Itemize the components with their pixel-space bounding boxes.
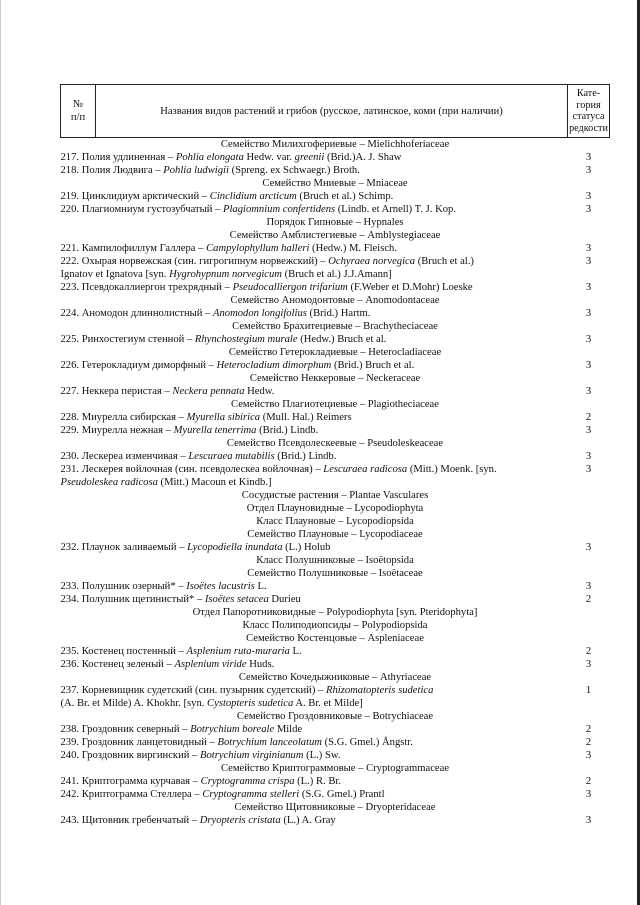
species-name xyxy=(61,385,568,398)
species-variety-authority: (Brid.)A. J. Shaw xyxy=(326,152,402,163)
species-table xyxy=(60,84,610,827)
rarity-category: 3 xyxy=(585,282,592,293)
species-name xyxy=(61,788,568,801)
species-number: 225. xyxy=(60,334,80,345)
species-latin-name: Lescuraea mutabilis xyxy=(188,451,275,462)
species-latin-name: Botrychium lanceolatum xyxy=(217,737,322,748)
rarity-category: 2 xyxy=(585,594,592,605)
species-latin-name: Cryptogramma crispa xyxy=(200,776,295,787)
species-synonym-authority: A. Br. et Milde] xyxy=(295,698,363,709)
species-row xyxy=(61,151,610,164)
species-name xyxy=(61,749,568,762)
species-name xyxy=(61,255,568,281)
species-latin-name: Botrychium boreale xyxy=(190,724,275,735)
species-number: 235. xyxy=(60,646,80,657)
header-category xyxy=(568,85,610,138)
species-name xyxy=(61,658,568,671)
species-number: 236. xyxy=(60,659,80,670)
species-name xyxy=(61,463,568,489)
species-russian-name: Гроздовник виргинский – xyxy=(81,750,198,761)
species-russian-name: Полушник озерный* – xyxy=(81,581,184,592)
scan-edge-left xyxy=(0,0,1,905)
taxon-heading: Семейство Полушниковые – Isoëtaceae xyxy=(247,568,423,579)
rarity-category: 3 xyxy=(585,750,592,761)
taxon-heading-row xyxy=(61,489,610,502)
taxon-heading: Семейство Костенцовые – Aspleniaceae xyxy=(246,633,424,644)
species-row xyxy=(61,580,610,593)
species-latin-name: Neckera pennata xyxy=(172,386,245,397)
species-name xyxy=(61,151,568,164)
species-row xyxy=(61,749,610,762)
rarity-category: 3 xyxy=(585,243,592,254)
species-authority: (Brid.) Lindb. xyxy=(259,425,319,436)
species-latin-name: Ochyraea norvegica xyxy=(328,256,416,267)
species-number: 243. xyxy=(60,815,80,826)
rarity-category: 3 xyxy=(585,386,592,397)
rarity-category: 3 xyxy=(585,256,592,267)
species-authority: Huds. xyxy=(249,659,275,670)
rarity-category: 1 xyxy=(585,685,592,696)
species-authority: (Brid.) Hartm. xyxy=(309,308,371,319)
species-latin-name: Plagiomnium confertidens xyxy=(223,204,336,215)
species-name xyxy=(61,307,568,320)
species-russian-name: Корневищник судетский (син. пузырник судетский) – xyxy=(81,685,324,696)
species-russian-name: Плагиомниум густозубчатый – xyxy=(81,204,221,215)
taxon-heading-row xyxy=(61,372,610,385)
species-name xyxy=(61,190,568,203)
header-name: Названия видов растений и грибов (русское, латинское, коми (при наличии) xyxy=(96,85,568,138)
species-russian-name: Лескереа изменчивая – xyxy=(81,451,186,462)
species-name xyxy=(61,645,568,658)
species-authority: (L.) R. Br. xyxy=(297,776,341,787)
species-russian-name: Костенец постенный – xyxy=(81,646,184,657)
species-row xyxy=(61,255,610,281)
rarity-category: 2 xyxy=(585,646,592,657)
taxon-heading-row xyxy=(61,515,610,528)
header-category-line: статуса xyxy=(572,111,605,122)
taxon-heading: Семейство Амблистегиевые – Amblystegiaceae xyxy=(229,230,441,241)
species-russian-name: Криптограмма курчавая – xyxy=(81,776,198,787)
species-row xyxy=(61,164,610,177)
species-latin-name: Asplenium ruta-muraria xyxy=(186,646,290,657)
taxon-heading: Семейство Щитовниковые – Dryopteridaceae xyxy=(234,802,436,813)
species-russian-name: Неккера перистая – xyxy=(81,386,170,397)
species-name xyxy=(61,164,568,177)
species-number: 220. xyxy=(60,204,80,215)
species-russian-name: Ринхостегиум стенной – xyxy=(81,334,193,345)
taxon-heading: Семейство Плауновые – Lycopodiaceae xyxy=(247,529,423,540)
species-name xyxy=(61,736,568,749)
species-row xyxy=(61,281,610,294)
species-row xyxy=(61,203,610,216)
species-russian-name: Полия удлиненная – xyxy=(81,152,174,163)
species-russian-name: Псевдокаллиергон трехрядный – xyxy=(81,282,230,293)
rarity-category: 3 xyxy=(585,165,592,176)
species-russian-name: Миурелла нежная – xyxy=(81,425,171,436)
species-number: 230. xyxy=(60,451,80,462)
taxon-heading-row xyxy=(61,229,610,242)
taxon-heading-row xyxy=(61,398,610,411)
species-name xyxy=(61,424,568,437)
species-number: 232. xyxy=(60,542,80,553)
taxon-heading-row xyxy=(61,567,610,580)
species-row xyxy=(61,424,610,437)
species-number: 234. xyxy=(60,594,80,605)
species-row xyxy=(61,814,610,827)
species-authority: L. xyxy=(292,646,302,657)
species-authority: Hedw. xyxy=(247,386,275,397)
header-category-line: редкости xyxy=(569,122,608,134)
species-number: 233. xyxy=(60,581,80,592)
species-name xyxy=(61,333,568,346)
species-authority: (L.) Holub xyxy=(285,542,331,553)
taxon-heading-row xyxy=(61,554,610,567)
header-category-line: Кате- xyxy=(576,88,601,99)
species-name xyxy=(61,541,568,554)
species-name xyxy=(61,723,568,736)
rarity-category: 2 xyxy=(585,776,592,787)
species-latin-name: Myurella sibirica xyxy=(186,412,261,423)
species-authority: (Bruch et al.) xyxy=(417,256,474,267)
species-authority: (Hedw.) Bruch et al. xyxy=(300,334,387,345)
taxon-heading: Семейство Мниевые – Mniaceae xyxy=(262,178,408,189)
species-number: 226. xyxy=(60,360,80,371)
species-latin-name: Dryopteris cristata xyxy=(199,815,281,826)
taxon-heading-row xyxy=(61,710,610,723)
taxon-heading: Класс Полушниковые – Isoëtopsida xyxy=(256,555,414,566)
species-row xyxy=(61,723,610,736)
taxon-heading: Семейство Кочедыжниковые – Athyriaceae xyxy=(238,672,432,683)
species-synonym-latin: Hygrohypnum norvegicum xyxy=(169,269,282,280)
taxon-heading-row xyxy=(61,762,610,775)
rarity-category: 3 xyxy=(585,334,592,345)
taxon-heading: Семейство Псевдолескеевые – Pseudoleskeaceae xyxy=(226,438,444,449)
rarity-category: 2 xyxy=(585,724,592,735)
species-name xyxy=(61,450,568,463)
species-row xyxy=(61,307,610,320)
species-russian-name: Миурелла сибирская – xyxy=(81,412,184,423)
species-latin-name: Cinclidium arcticum xyxy=(209,191,297,202)
species-row xyxy=(61,541,610,554)
species-row xyxy=(61,242,610,255)
species-row xyxy=(61,385,610,398)
species-latin-name: Heterocladium dimorphum xyxy=(216,360,332,371)
species-latin-name: Myurella tenerrima xyxy=(173,425,257,436)
species-latin-name: Isoëtes setacea xyxy=(204,594,269,605)
taxon-heading: Семейство Аномодонтовые – Anomodontaceae xyxy=(230,295,440,306)
taxon-heading-row xyxy=(61,502,610,515)
taxon-heading-row xyxy=(61,294,610,307)
species-name xyxy=(61,593,568,606)
taxon-heading: Семейство Неккеровые – Neckeraceae xyxy=(249,373,421,384)
species-russian-name: Лескерея войлочная (син. псевдолескеа войлочная) – xyxy=(81,464,321,475)
species-number: 227. xyxy=(60,386,80,397)
species-row xyxy=(61,775,610,788)
species-row xyxy=(61,684,610,710)
species-name xyxy=(61,775,568,788)
species-authority: (S.G. Gmel.) Prantl xyxy=(301,789,385,800)
species-number: 223. xyxy=(60,282,80,293)
taxon-heading: Семейство Плагиотециевые – Plagiotheciaceae xyxy=(231,399,439,410)
taxon-heading: Семейство Милихгофериевые – Mielichhoferiaceae xyxy=(220,139,450,150)
taxon-heading: Класс Полиподиопсиды – Polypodiopsida xyxy=(242,620,428,631)
species-number: 241. xyxy=(60,776,80,787)
rarity-category: 3 xyxy=(585,815,592,826)
species-latin-name: Rhynchostegium murale xyxy=(194,334,298,345)
species-name xyxy=(61,580,568,593)
species-number: 242. xyxy=(60,789,80,800)
species-row xyxy=(61,645,610,658)
species-russian-name: Плаунок заливаемый – xyxy=(81,542,185,553)
species-row xyxy=(61,359,610,372)
species-authority: L. xyxy=(257,581,267,592)
species-number: 222. xyxy=(60,256,80,267)
taxon-heading: Семейство Брахитециевые – Brachytheciaceae xyxy=(232,321,438,332)
rarity-category: 3 xyxy=(585,204,592,215)
species-number: 240. xyxy=(60,750,80,761)
species-number: 221. xyxy=(60,243,80,254)
species-name xyxy=(61,359,568,372)
species-row xyxy=(61,463,610,489)
species-authority: (Hedw.) M. Fleisch. xyxy=(312,243,397,254)
species-latin-name: Botrychium virginianum xyxy=(200,750,304,761)
taxon-heading-row xyxy=(61,320,610,333)
species-number: 219. xyxy=(60,191,80,202)
taxon-heading: Порядок Гипновые – Hypnales xyxy=(266,217,404,228)
species-latin-name: Isoëtes lacustris xyxy=(186,581,255,592)
species-number: 218. xyxy=(60,165,80,176)
species-number: 231. xyxy=(60,464,80,475)
table-header-row xyxy=(61,85,610,138)
rarity-category: 3 xyxy=(585,308,592,319)
taxon-heading: Семейство Криптограммовые – Cryptogrammaceae xyxy=(220,763,450,774)
species-name xyxy=(61,684,568,710)
species-latin-name: Rhizomatopteris sudetica xyxy=(325,685,434,696)
rarity-category: 3 xyxy=(585,425,592,436)
species-number: 217. xyxy=(60,152,80,163)
species-authority: (S.G. Gmel.) Ångstr. xyxy=(324,737,413,748)
species-row xyxy=(61,658,610,671)
species-authority: (Brid.) Lindb. xyxy=(277,451,337,462)
species-name xyxy=(61,814,568,827)
species-synonym-authority: (Bruch et al.) J.J.Amann] xyxy=(284,269,392,280)
species-latin-name: Pseudocalliergon trifarium xyxy=(232,282,348,293)
species-name xyxy=(61,203,568,216)
species-synonym-prefix: Ignatov et Ignatova [syn. xyxy=(60,269,167,280)
species-authority: (Mull. Hal.) Reimers xyxy=(262,412,352,423)
species-authority: Durieu xyxy=(271,594,301,605)
rarity-category: 3 xyxy=(585,542,592,553)
species-synonym-latin: Pseudoleskea radicosa xyxy=(60,477,158,488)
header-number xyxy=(61,85,96,138)
species-latin-name: Lycopodiella inundata xyxy=(187,542,283,553)
species-russian-name: Костенец зеленый – xyxy=(81,659,172,670)
species-russian-name: Охырая норвежская (син. гигрогипнум норвежский) – xyxy=(81,256,326,267)
species-latin-name: Pohlia ludwigii xyxy=(163,165,229,176)
species-number: 228. xyxy=(60,412,80,423)
species-name xyxy=(61,242,568,255)
species-number: 237. xyxy=(60,685,80,696)
taxon-heading-row xyxy=(61,216,610,229)
species-number: 224. xyxy=(60,308,80,319)
species-latin-name: Cryptogramma stelleri xyxy=(202,789,300,800)
species-russian-name: Гетерокладиум диморфный – xyxy=(81,360,214,371)
species-authority: Hedw. var. xyxy=(246,152,292,163)
species-authority: Milde xyxy=(276,724,303,735)
species-russian-name: Цинклидиум арктический – xyxy=(81,191,208,202)
species-latin-name: Campylophyllum halleri xyxy=(206,243,310,254)
species-russian-name: Гроздовник ланцетовидный – xyxy=(81,737,215,748)
species-number: 239. xyxy=(60,737,80,748)
species-latin-name: Anomodon longifolius xyxy=(213,308,307,319)
rarity-category: 3 xyxy=(585,581,592,592)
species-russian-name: Аномодон длиннолистный – xyxy=(81,308,211,319)
taxon-heading: Отдел Папоротниковидные – Polypodiophyta [syn. Pteridophyta] xyxy=(192,607,478,618)
species-authority: (Mitt.) Moenk. [syn. xyxy=(409,464,497,475)
species-synonym-latin: Cystopteris sudetica xyxy=(207,698,294,709)
taxon-heading-row xyxy=(61,346,610,359)
species-row xyxy=(61,450,610,463)
taxon-heading-row xyxy=(61,632,610,645)
taxon-heading-row xyxy=(61,437,610,450)
species-synonym-authority: (Mitt.) Macoun et Kindb.] xyxy=(160,477,272,488)
rarity-category: 3 xyxy=(585,451,592,462)
species-number: 229. xyxy=(60,425,80,436)
species-row xyxy=(61,411,610,424)
rarity-category: 3 xyxy=(585,152,592,163)
species-russian-name: Щитовник гребенчатый – xyxy=(81,815,198,826)
species-synonym-prefix: (A. Br. et Milde) A. Khokhr. [syn. xyxy=(60,698,205,709)
species-row xyxy=(61,593,610,606)
header-number-line: п/п xyxy=(70,112,86,123)
rarity-category: 3 xyxy=(585,789,592,800)
species-russian-name: Полия Людвига – xyxy=(81,165,161,176)
species-name xyxy=(61,411,568,424)
taxon-heading-row xyxy=(61,177,610,190)
header-category-line: гория xyxy=(576,99,601,111)
taxon-heading: Отдел Плауновидные – Lycopodiophyta xyxy=(246,503,424,514)
species-latin-name: Asplenium viride xyxy=(174,659,247,670)
taxon-heading-row xyxy=(61,671,610,684)
species-authority: (L.) A. Gray xyxy=(283,815,336,826)
species-number: 238. xyxy=(60,724,80,735)
species-russian-name: Криптограмма Стеллера – xyxy=(81,789,200,800)
rarity-category: 3 xyxy=(585,191,592,202)
taxon-heading: Семейство Гетерокладиевые – Heterocladiaceae xyxy=(228,347,442,358)
species-row xyxy=(61,788,610,801)
taxon-heading-row xyxy=(61,801,610,814)
species-row xyxy=(61,736,610,749)
species-authority: (F.Weber et D.Mohr) Loeske xyxy=(350,282,473,293)
taxon-heading: Семейство Гроздовниковые – Botrychiaceae xyxy=(236,711,434,722)
rarity-category: 2 xyxy=(585,737,592,748)
taxon-heading-row xyxy=(61,606,610,619)
species-authority: (Brid.) Bruch et al. xyxy=(333,360,415,371)
taxon-heading-row xyxy=(61,619,610,632)
taxon-heading-row xyxy=(61,528,610,541)
species-authority: (Bruch et al.) Schimp. xyxy=(299,191,394,202)
header-number-line: № xyxy=(72,99,84,110)
species-authority: (Spreng. ex Schwaegr.) Broth. xyxy=(231,165,360,176)
species-name xyxy=(61,281,568,294)
species-authority: (Lindb. et Arnell) T. J. Kop. xyxy=(337,204,456,215)
species-latin-name: Pohlia elongata xyxy=(175,152,244,163)
taxon-heading-row xyxy=(61,138,610,152)
species-row xyxy=(61,190,610,203)
species-russian-name: Гроздовник северный – xyxy=(81,724,188,735)
species-latin-name: Lescuraea radicosa xyxy=(323,464,408,475)
taxon-heading: Сосудистые растения – Plantae Vasculares xyxy=(241,490,429,501)
species-row xyxy=(61,333,610,346)
rarity-category: 3 xyxy=(585,659,592,670)
rarity-category: 3 xyxy=(585,464,592,475)
rarity-category: 2 xyxy=(585,412,592,423)
rarity-category: 3 xyxy=(585,360,592,371)
species-variety-name: greenii xyxy=(294,152,325,163)
taxon-heading: Класс Плауновые – Lycopodiopsida xyxy=(256,516,414,527)
species-russian-name: Полушник щетинистый* – xyxy=(81,594,203,605)
species-russian-name: Кампилофиллум Галлера – xyxy=(81,243,204,254)
species-authority: (L.) Sw. xyxy=(306,750,341,761)
